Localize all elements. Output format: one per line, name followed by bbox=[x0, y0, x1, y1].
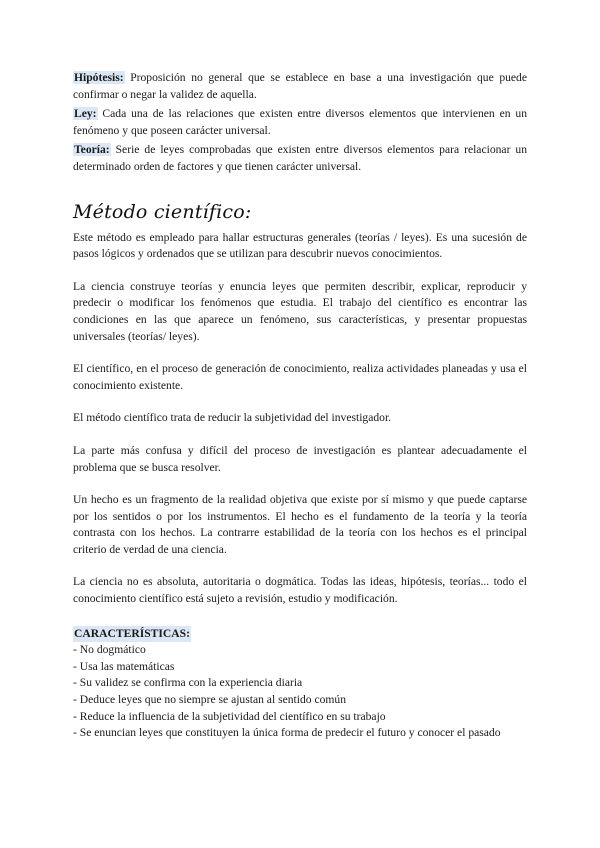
definition-text: Cada una de las relaciones que existen entre diversos elementos que intervienen en un fenómeno y que poseen carácter universal. bbox=[73, 107, 527, 137]
list-item: - Reduce la influencia de la subjetividad del científico en su trabajo bbox=[73, 709, 386, 723]
paragraph: La parte más confusa y difícil del proceso de investigación es plantear adecuadamente el problema que se busca resolver. bbox=[73, 443, 527, 474]
characteristics-heading: CARACTERÍSTICAS: bbox=[73, 626, 191, 643]
definition-hipotesis bbox=[73, 70, 527, 103]
paragraph: La ciencia no es absoluta, autoritaria o dogmática. Todas las ideas, hipótesis, teorías... todo el conocimiento científico está sujeto a revisión, estudio y modificación. bbox=[73, 575, 527, 606]
definition-text: Proposición no general que se establece en base a una investigación que puede confirmar o negar la validez de aquella. bbox=[73, 71, 527, 101]
characteristics-section bbox=[73, 624, 527, 742]
paragraph: El método científico trata de reducir la subjetividad del investigador. bbox=[73, 411, 392, 425]
page-content bbox=[73, 70, 527, 742]
definition-ley bbox=[73, 106, 527, 139]
list-item: - Se enuncian leyes que constituyen la única forma de predecir el futuro y conocer el pasado bbox=[73, 726, 501, 740]
list-item: - Usa las matemáticas bbox=[73, 659, 175, 673]
definition-term: Teoría: bbox=[74, 143, 110, 157]
characteristics-list bbox=[73, 642, 527, 742]
definition-term: Hipótesis: bbox=[74, 71, 124, 84]
definition-teoria bbox=[73, 142, 527, 175]
definition-text: Serie de leyes comprobadas que existen entre diversos elementos para relacionar un determinado orden de factores y que tienen carácter universal. bbox=[73, 143, 527, 173]
list-item: - Deduce leyes que no siempre se ajustan al sentido común bbox=[73, 693, 347, 707]
definition-term: Ley: bbox=[74, 107, 97, 121]
list-item: - No dogmático bbox=[73, 643, 146, 657]
paragraph: La ciencia construye teorías y enuncia leyes que permiten describir, explicar, reproducir y predecir o modificar los fenómenos que estudia. El trabajo del científico es encontrar las condiciones en las que aparece un fenómeno, sus características, y presentar propuestas universales (teorías/ leyes). bbox=[73, 279, 527, 343]
paragraph: Este método es empleado para hallar estructuras generales (teorías / leyes). Es una sucesión de pasos lógicos y ordenados que se utilizan para descubrir nuevos conocimientos. bbox=[73, 230, 527, 261]
list-item: - Su validez se confirma con la experiencia diaria bbox=[73, 676, 303, 690]
paragraph: El científico, en el proceso de generación de conocimiento, realiza actividades planeadas y usa el conocimiento existente. bbox=[73, 362, 527, 392]
section-title: Método científico: bbox=[73, 200, 252, 223]
paragraph: Un hecho es un fragmento de la realidad objetiva que existe por sí mismo y que puede captarse por los sentidos o por los instrumentos. El hecho es el fundamento de la teoría y la teoría contrasta con los hechos. La contrarre estabilidad de la teoría con los hechos es el principal criterio de verdad de una ciencia. bbox=[73, 493, 527, 556]
